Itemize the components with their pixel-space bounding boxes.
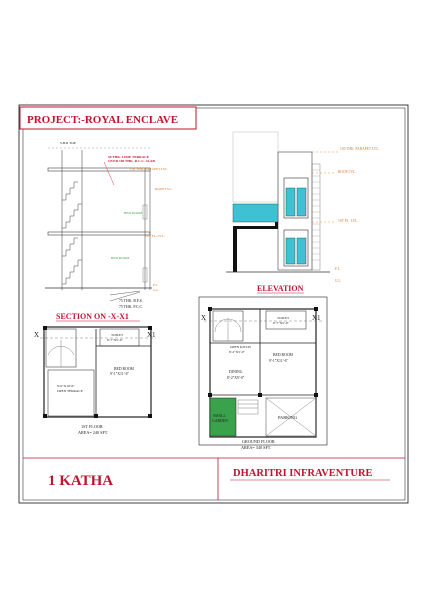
ground-floor-dining-dim: 8'-2"X9'-0" (227, 376, 245, 380)
ground-floor-open-kitchen: OPEN KITCH (230, 345, 251, 349)
section-gl: G.L (153, 288, 159, 292)
ground-floor-parking: PARKING (278, 415, 298, 420)
section-terrace-2: OVER 100 THK. R.C.C. SLAB (108, 159, 155, 163)
plot-size: 1 KATHA (48, 473, 114, 489)
elevation-parapet: 150 THK. PARAPET LVL. (340, 147, 380, 151)
section-terrace-1: 50 THK. LIME TERRACE (108, 155, 150, 159)
section-first-fl: 1ST FL. LVL. (145, 234, 165, 238)
project-title: PROJECT:-ROYAL ENCLAVE (27, 114, 179, 126)
first-floor-terrace-dim: 9'-0"X10'-6" (57, 384, 75, 388)
ground-floor-area: AREA= 340 SFT. (241, 445, 272, 450)
section-fl: F.L (153, 283, 158, 287)
section-title: SECTION ON -X-X1 (56, 312, 129, 321)
ground-floor-x: X (201, 314, 207, 322)
outer-border (19, 105, 408, 503)
ground-floor-toilet: TOILET (277, 316, 290, 320)
company-name: DHARITRI INFRAVENTURE (233, 468, 373, 479)
section-parapet: 150 THK. PARAPET LVL (130, 167, 168, 171)
elevation-terrace-railing (233, 204, 278, 222)
first-floor-toilet-dim: 9'-7"X5'-0" (107, 338, 123, 342)
elevation-roof: ROOF LVL. (338, 170, 357, 174)
first-floor-terrace: OPEN TERRACE (57, 389, 83, 393)
elevation-fl: F.L (335, 267, 340, 271)
first-floor-caption: 1ST FLOOR (81, 424, 103, 429)
ground-floor-bed-room-dim: 9'-1"X11'-6" (269, 359, 289, 363)
ground-floor-bed-room: BED ROOM (273, 353, 293, 357)
ground-floor-garden-2: GARDEN (212, 419, 228, 423)
section-bed-room-lower: BED ROOM (111, 256, 130, 260)
ground-floor-x1: X1 (312, 314, 321, 322)
ground-floor-caption: GROUND FLOOR (242, 439, 275, 444)
ground-floor-dining: DINING (229, 370, 243, 374)
section-bed-room-upper: BED ROOM (124, 211, 143, 215)
elevation-drawing (226, 132, 340, 272)
first-floor-x1: X1 (147, 331, 156, 339)
elevation-gl: G.L (335, 279, 341, 283)
ground-floor-open-kitchen-dim: 8'-2"X5'-0" (229, 350, 245, 354)
elevation-title: ELEVATION (257, 284, 304, 293)
ground-floor-toilet-dim: 9'-7"X5'-0" (273, 321, 289, 325)
elevation-first-fl: 1ST FL. LVL. (338, 219, 359, 223)
first-floor-toilet: TOILET (111, 333, 124, 337)
ground-floor-garden-1: SMALL (213, 414, 226, 418)
first-floor-x: X (34, 331, 40, 339)
first-floor-bed-room: BED ROOM (114, 367, 134, 371)
section-pcc: 75 THK. P.C.C. (119, 305, 143, 309)
first-floor-bed-room-dim: 9'-1"X11'-6" (110, 372, 130, 376)
section-roof: ROOF LVL. (155, 187, 173, 191)
section-sbr-top: S.B.R TOP (60, 141, 76, 145)
section-bfs: 75 THK. B.F.S. (119, 299, 143, 303)
first-floor-plan (40, 326, 156, 418)
inner-border (23, 108, 405, 500)
first-floor-area: AREA= 240 SFT. (78, 430, 109, 435)
